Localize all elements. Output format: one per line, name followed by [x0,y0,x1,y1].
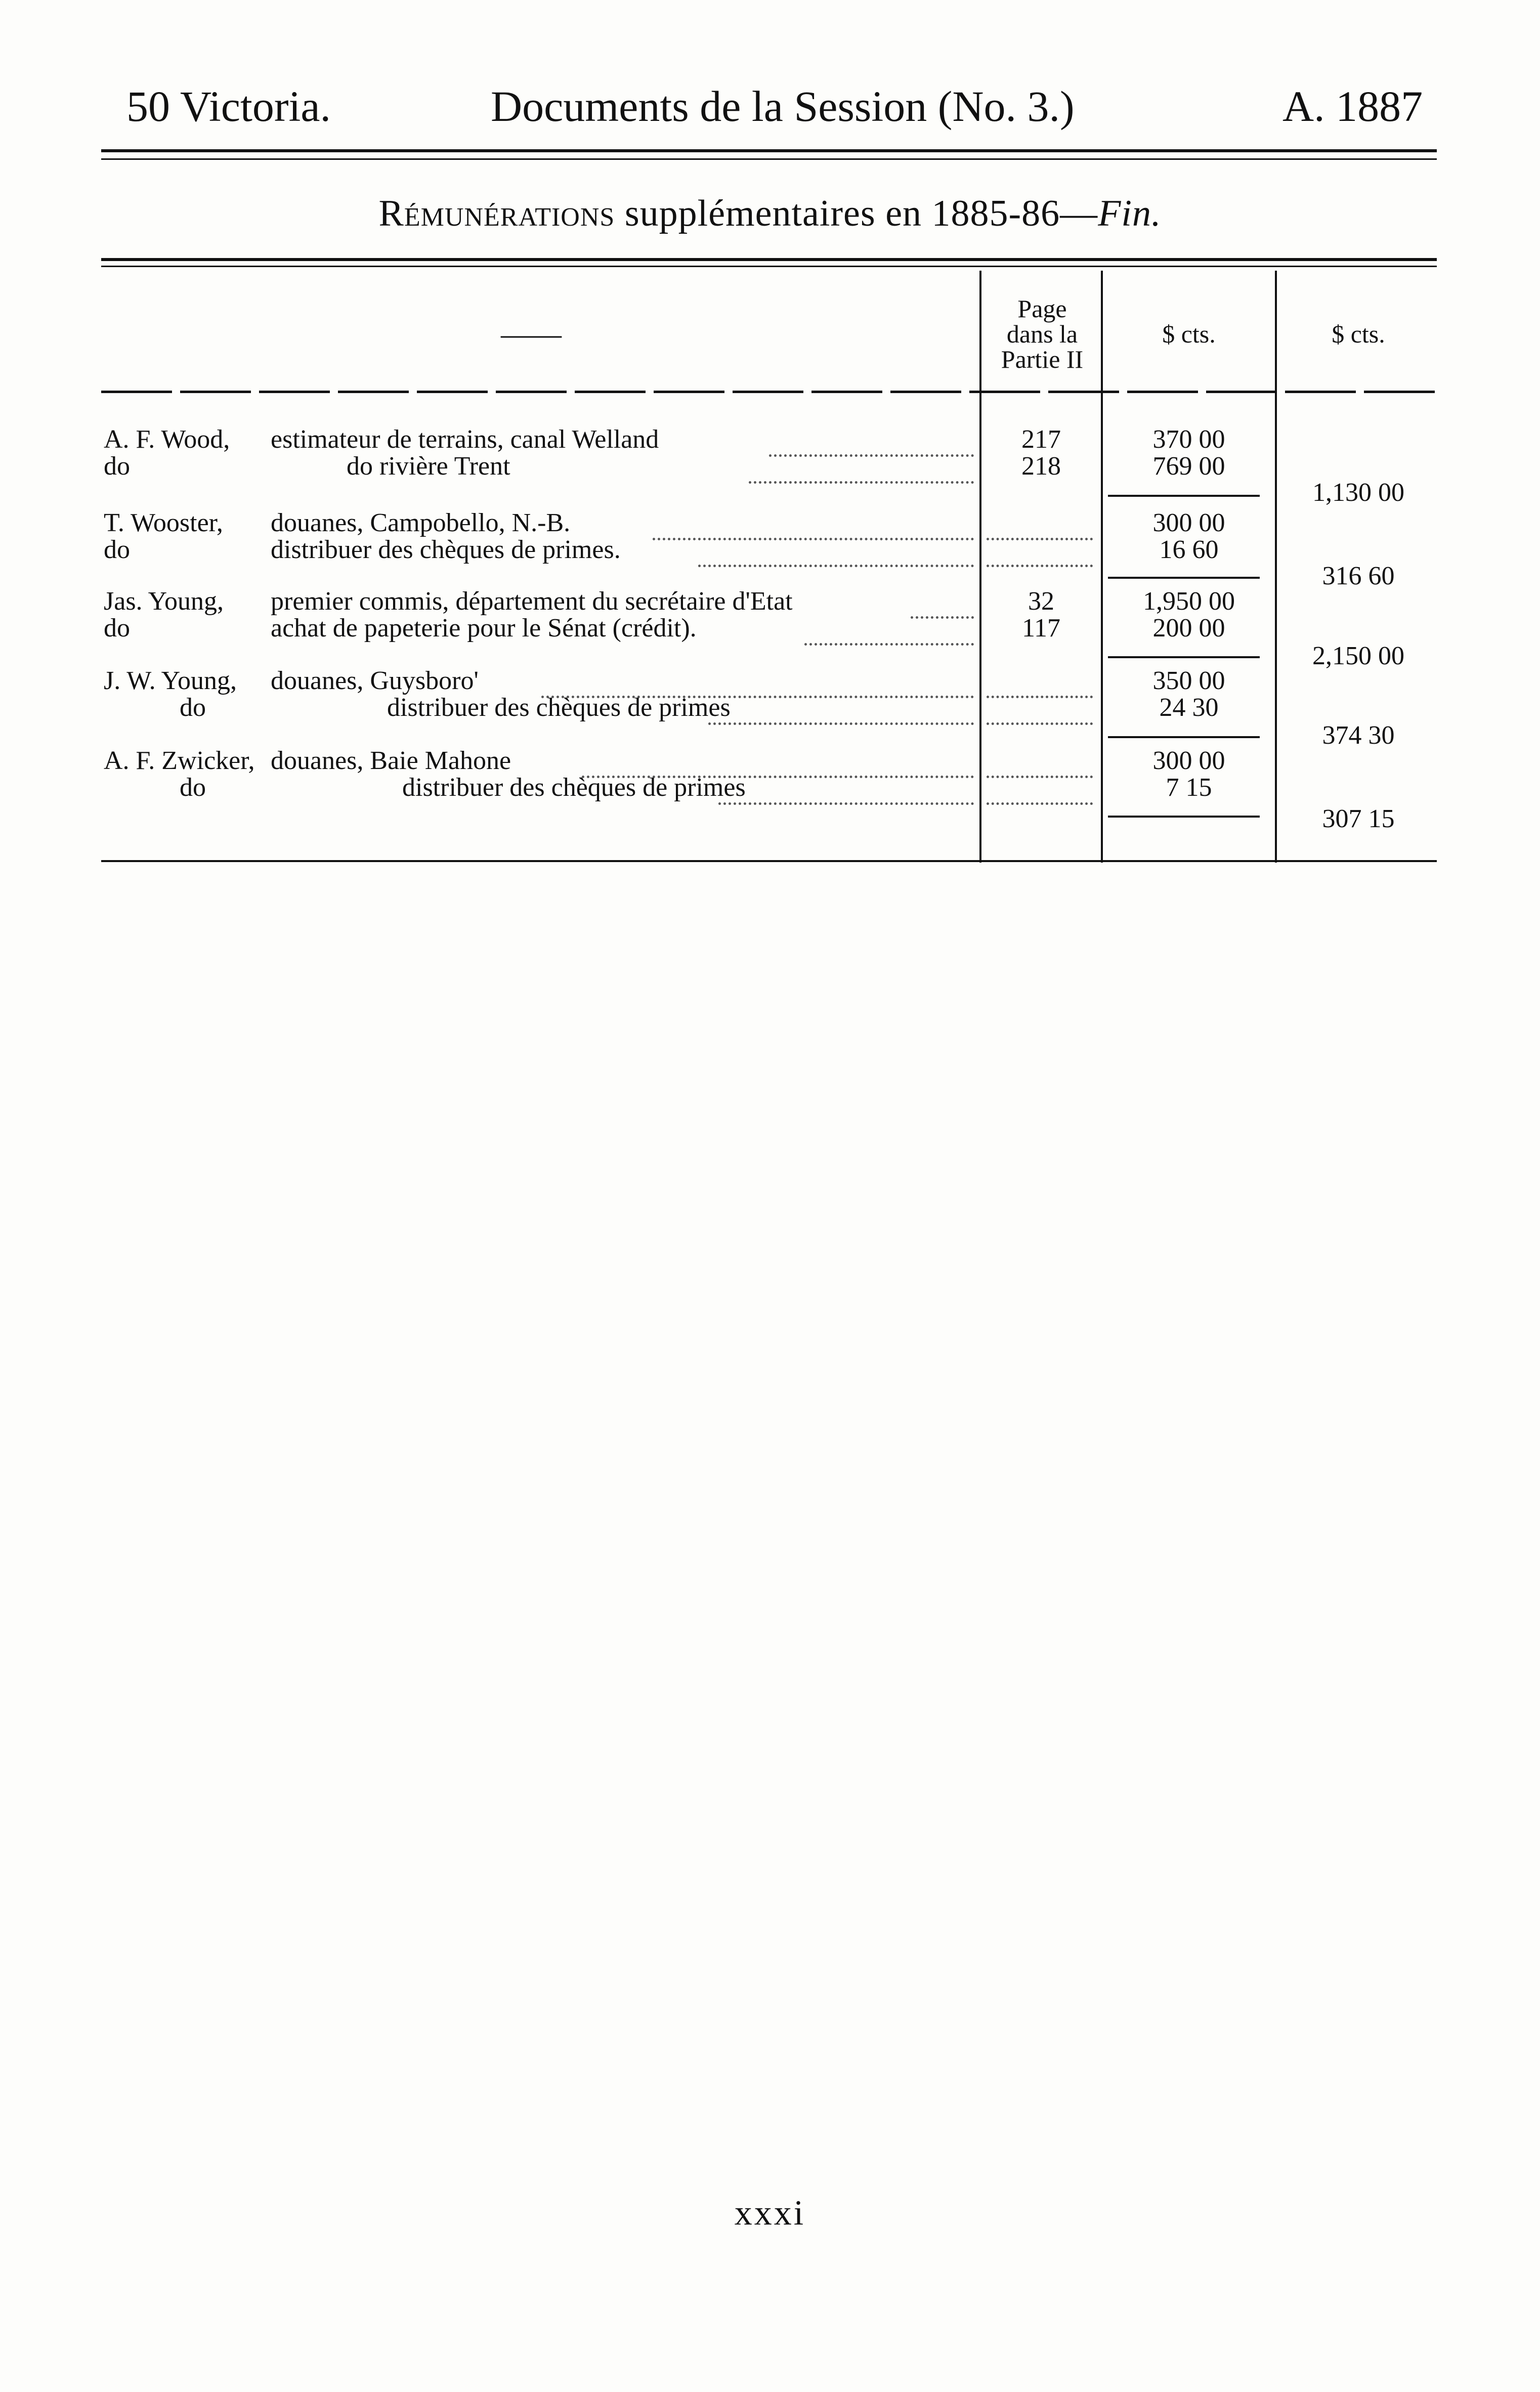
row-desc: do distribuer des chèques de primes [104,693,731,722]
row-page: 32 [1028,587,1054,616]
row-desc: J. W. Young, douanes, Guysboro' [104,666,479,695]
sum-rule [1108,656,1260,658]
row-name: do [180,773,206,802]
row-desc: do distribuer des chèques de primes [104,773,746,802]
row-name: A. F. Wood, [104,425,230,454]
row-desc: do do rivière Trent [104,452,510,481]
title-rest: supplémentaires en 1885-86— [615,193,1098,234]
row-amount: 1,950 00 [1143,587,1235,616]
row-total: 307 15 [1322,804,1395,833]
row-name: do [104,535,130,564]
sum-rule [1108,736,1260,738]
row-name: A. F. Zwicker, [104,746,255,775]
row-amount: 16 60 [1159,535,1219,564]
table-top-rule-thick [101,258,1437,261]
leader-dots [987,693,1093,725]
row-name: T. Wooster, [104,508,223,537]
row-total: 316 60 [1322,562,1395,590]
header-right: A. 1887 [1282,82,1423,131]
row-amount: 350 00 [1152,666,1225,695]
row-amount: 370 00 [1152,425,1225,454]
col-head-amount: $ cts. [1162,320,1216,348]
row-amount: 24 30 [1159,693,1219,722]
title-small-caps: Rémunérations [378,193,615,234]
row-amount: 769 00 [1152,452,1225,481]
row-total: 374 30 [1322,721,1395,750]
row-name: do [180,693,206,722]
col-rule-3 [1275,271,1277,863]
col-rule-1 [979,271,981,863]
col-head-page-3: Partie II [1001,345,1084,373]
row-amount: 200 00 [1152,614,1225,643]
table-top-rule-thin [101,266,1437,267]
row-name: do [104,614,130,643]
col-head-page-1: Page [1017,294,1067,323]
row-total: 1,130 00 [1312,478,1404,507]
row-name: Jas. Young, [104,587,224,616]
title-italic: Fin. [1098,193,1162,234]
sum-rule [1108,577,1260,579]
row-page: 217 [1021,425,1061,454]
row-desc: A. F. Zwicker, douanes, Baie Mahone [104,746,511,775]
sum-rule [1108,816,1260,818]
row-desc: A. F. Wood, estimateur de terrains, canal Welland [104,425,659,454]
col-head-total: $ cts. [1332,320,1385,348]
row-desc: Jas. Young, premier commis, département du secrétaire d'Etat [104,587,793,616]
row-desc: do distribuer des chèques de primes. [104,535,621,564]
col-head-page [981,296,1103,372]
leader-dots [718,773,974,805]
header-rule-thick [101,149,1437,152]
header-separator [101,391,1437,393]
page-title [0,192,1540,235]
leader-dots [708,693,974,725]
leader-dots [698,535,974,567]
row-page: 117 [1021,614,1061,643]
leader-dots [804,614,974,646]
row-amount: 300 00 [1152,508,1225,537]
col-head-description: —— [501,317,562,351]
table-bottom-rule [101,860,1437,862]
sum-rule [1108,495,1260,497]
row-name: J. W. Young, [104,666,237,695]
row-amount: 7 15 [1166,773,1212,802]
row-name: do [104,452,130,481]
col-head-page-2: dans la [1006,320,1078,348]
leader-dots [987,535,1093,567]
header-rule-thin [101,158,1437,160]
header-left: 50 Victoria. [126,82,331,131]
row-amount: 300 00 [1152,746,1225,775]
row-desc: do achat de papeterie pour le Sénat (crédit). [104,614,697,643]
header-center: Documents de la Session (No. 3.) [491,82,1075,131]
row-page: 218 [1021,452,1061,481]
leader-dots [987,773,1093,805]
page-folio: xxxi [734,2194,806,2233]
row-desc: T. Wooster, douanes, Campobello, N.-B. [104,508,571,537]
row-total: 2,150 00 [1312,642,1404,670]
leader-dots [749,452,974,484]
